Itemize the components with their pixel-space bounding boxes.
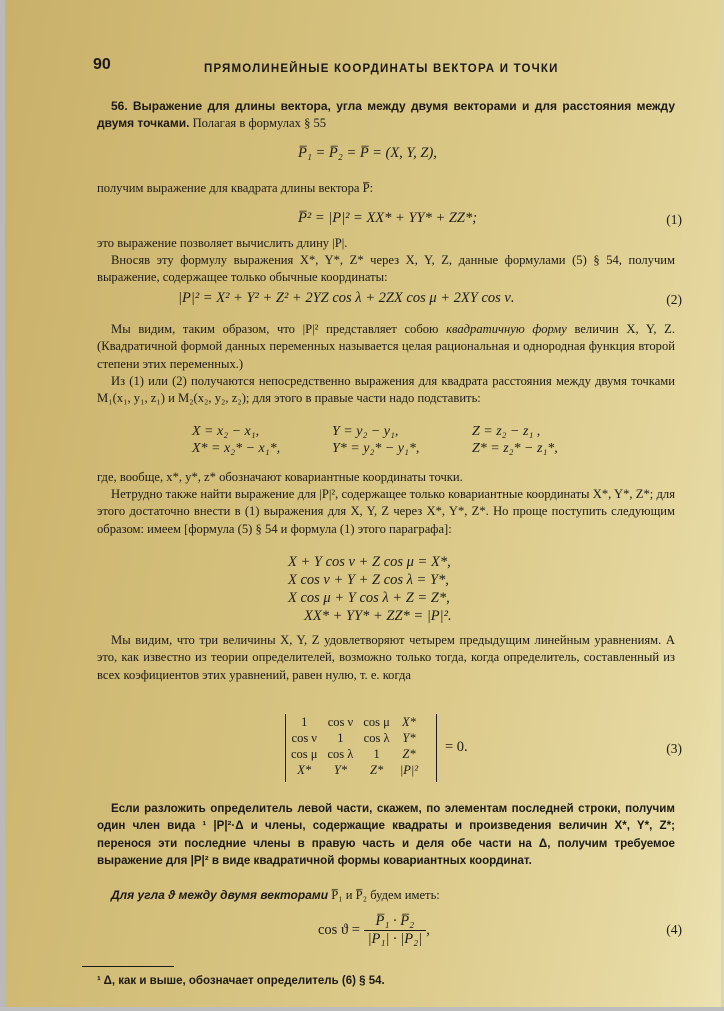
paragraph-2: это выражение позволяет вычислить длину |P|. xyxy=(97,236,348,250)
paragraph-1: получим выражение для квадрата длины вектора P̅: xyxy=(97,181,374,195)
scan-edge-left xyxy=(0,0,5,1011)
section-intro: Полагая в формулах § 55 xyxy=(192,116,327,131)
equation-2: |P|² = X² + Y² + Z² + 2YZ cos λ + 2ZX cos μ + 2XY cos ν. xyxy=(178,290,515,306)
term-quadratic-form: квадратичную форму xyxy=(446,322,567,336)
difference-row-1: X = x₂ − x₁, Y = y₂ − y₁, Z = z₂ − z₁ , xyxy=(192,424,541,439)
paragraph-5: Из (1) или (2) получаются непосредственно выражения для квадрата расстояния между двумя точками M₁(x₁, y₁, z₁) и M₂(x₂, y₂, z₂); для этого в правые части надо подставить: xyxy=(97,374,675,406)
footnote: ¹ Δ, как и выше, обозначает определитель (6) § 54. xyxy=(97,975,385,987)
running-head: ПРЯМОЛИНЕЙНЫЕ КООРДИНАТЫ ВЕКТОРА И ТОЧКИ xyxy=(204,63,559,75)
paragraph-3: Вносяв эту формулу выражения X*, Y*, Z* через X, Y, Z, данные формулами (5) § 54, получим выражение, содержащее только обычные координаты: xyxy=(97,253,675,285)
section-heading-paragraph xyxy=(97,98,675,133)
section-number: 56. xyxy=(111,99,128,113)
equation-1-number: (1) xyxy=(666,212,682,227)
paragraph-4: Мы видим, таким образом, что |P|² представляет собою квадратичную форму величин X, Y, Z. (Квадратичной формой данных переменных называется целая рациональная и однородная функция второй степени этих переменных.) xyxy=(97,322,675,371)
determinant-matrix: 1 cos ν cos μ X* cos ν 1 cos λ Y* cos μ cos λ 1 Z* X* Y* Z* |P|² xyxy=(285,714,437,782)
equation-4: cos ϑ = $\frac{\text{P̅₁ · P̅₂}}{\text{|P₁| · |P₂|}}$ , xyxy=(318,913,430,947)
determinant-rhs: = 0. xyxy=(445,739,468,755)
equation-4-number: (4) xyxy=(666,922,682,937)
paragraph-9: Если разложить определитель левой части, скажем, по элементам последней строки, получим один член вида ¹ |P|²·Δ и члены, содержащие квадраты и произведения величин X*, Y*, Z*; перенося эти последние члены в правую часть и деля обе части на Δ, получим требуемое выражение для |P|² в виде квадратичной формы ковариантных координат. xyxy=(97,802,675,868)
difference-row-2: X* = x₂* − x₁*, Y* = y₂* − y₁*, Z* = z₂* − z₁*, xyxy=(192,441,558,456)
paragraph-6: где, вообще, x*, y*, z* обозначают ковариантные координаты точки. xyxy=(97,470,463,484)
equation-3-number: (3) xyxy=(666,741,682,756)
section-title: Выражение для длины вектора, угла между двумя векторами и для расстояния между двумя точками. xyxy=(97,99,675,131)
scan-edge-bottom xyxy=(0,1007,724,1011)
footnote-rule xyxy=(82,966,174,967)
equation-1: P̅² = |P|² = XX* + YY* + ZZ*; xyxy=(298,210,478,226)
linear-system: X + Y cos ν + Z cos μ = X*, X cos ν + Y + Z cos λ = Y*, X cos μ + Y cos λ + Z = Z*, XX* + YY* + ZZ* = |P|². xyxy=(288,554,452,624)
paragraph-8: Мы видим, что три величины X, Y, Z удовлетворяют четырем предыдущим линейным уравнениям. А это, как известно из теории определителей, возможно только тогда, когда определитель, составленный из всех коэфициентов этих уравнений, равен нулю, т. е. когда xyxy=(97,633,675,682)
page-number: 90 xyxy=(93,56,111,73)
equation-p-vectors: P̅₁ = P̅₂ = P̅ = (X, Y, Z), xyxy=(298,145,437,161)
equation-2-number: (2) xyxy=(666,292,682,307)
paragraph-10: Для угла ϑ между двумя векторами P̅₁ и P̅₂ будем иметь: xyxy=(111,888,440,902)
paragraph-7: Нетрудно также найти выражение для |P|², содержащее только ковариантные координаты X*, Y*, Z*; для этого достаточно внести в (1) выражения для X, Y, Z через X*, Y*, Z*. Но проще поступить следующим образом: имеем [формула (5) § 54 и формула (1) этого параграфа]: xyxy=(97,487,675,536)
